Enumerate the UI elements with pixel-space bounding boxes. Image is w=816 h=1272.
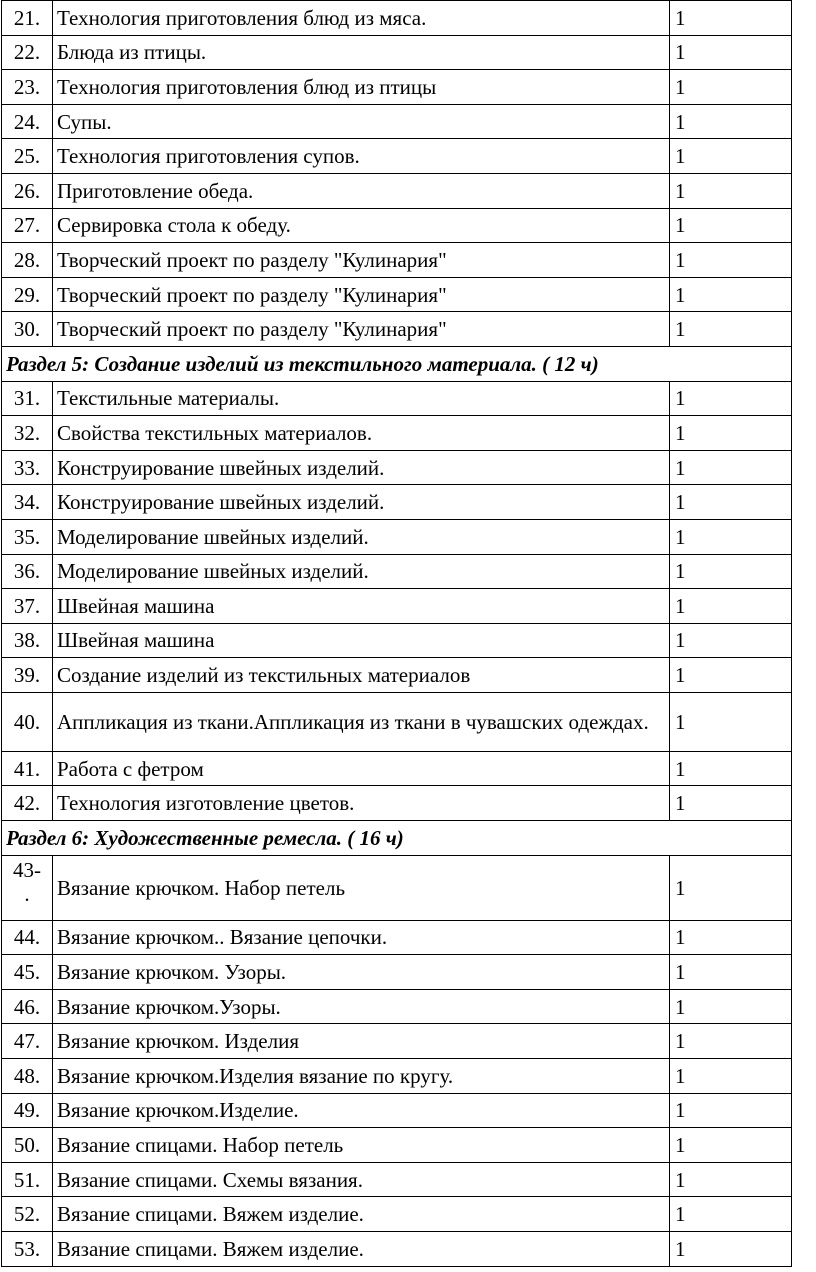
table-row bbox=[2, 416, 792, 451]
lesson-topic: Вязание спицами. Схемы вязания. bbox=[53, 1162, 670, 1197]
table-row bbox=[2, 1162, 792, 1197]
table-row bbox=[2, 1059, 792, 1094]
section-5-heading: Раздел 5: Создание изделий из текстильного материала. ( 12 ч) bbox=[2, 346, 792, 381]
lesson-number: 51. bbox=[2, 1162, 53, 1197]
lesson-hours: 1 bbox=[670, 1232, 792, 1267]
lesson-hours: 1 bbox=[670, 623, 792, 658]
lesson-topic: Вязание крючком.Узоры. bbox=[53, 989, 670, 1024]
table-row bbox=[2, 1128, 792, 1163]
lesson-topic: Вязание крючком.. Вязание цепочки. bbox=[53, 920, 670, 955]
lesson-number: 31. bbox=[2, 381, 53, 416]
lesson-topic: Вязание крючком.Изделие. bbox=[53, 1093, 670, 1128]
table-row bbox=[2, 692, 792, 751]
table-row bbox=[2, 381, 792, 416]
table-row bbox=[2, 485, 792, 520]
lesson-hours: 1 bbox=[670, 589, 792, 624]
lesson-number: 35. bbox=[2, 519, 53, 554]
lesson-number: 52. bbox=[2, 1197, 53, 1232]
lesson-hours: 1 bbox=[670, 751, 792, 786]
table-row bbox=[2, 955, 792, 990]
lesson-hours: 1 bbox=[670, 70, 792, 105]
table-row bbox=[2, 1232, 792, 1267]
lesson-hours: 1 bbox=[670, 416, 792, 451]
lesson-hours: 1 bbox=[670, 855, 792, 920]
lesson-hours: 1 bbox=[670, 35, 792, 70]
lesson-topic: Моделирование швейных изделий. bbox=[53, 519, 670, 554]
lesson-number: 50. bbox=[2, 1128, 53, 1163]
table-row bbox=[2, 35, 792, 70]
lesson-number: 46. bbox=[2, 989, 53, 1024]
lesson-hours: 1 bbox=[670, 277, 792, 312]
lesson-hours: 1 bbox=[670, 173, 792, 208]
lesson-hours: 1 bbox=[670, 208, 792, 243]
lesson-number: 36. bbox=[2, 554, 53, 589]
lesson-hours: 1 bbox=[670, 243, 792, 278]
lesson-hours: 1 bbox=[670, 658, 792, 693]
lesson-hours: 1 bbox=[670, 920, 792, 955]
lesson-hours: 1 bbox=[670, 1197, 792, 1232]
lesson-topic: Швейная машина bbox=[53, 589, 670, 624]
lesson-topic: Супы. bbox=[53, 104, 670, 139]
lesson-hours: 1 bbox=[670, 519, 792, 554]
table-row bbox=[2, 1093, 792, 1128]
table-row bbox=[2, 589, 792, 624]
lesson-number: 44. bbox=[2, 920, 53, 955]
table-row bbox=[2, 104, 792, 139]
table-row bbox=[2, 243, 792, 278]
lesson-number: 53. bbox=[2, 1232, 53, 1267]
lesson-number: 21. bbox=[2, 1, 53, 36]
lesson-number: 47. bbox=[2, 1024, 53, 1059]
lesson-hours: 1 bbox=[670, 381, 792, 416]
lesson-topic: Технология приготовления блюд из птицы bbox=[53, 70, 670, 105]
table-row bbox=[2, 786, 792, 821]
lesson-topic: Швейная машина bbox=[53, 623, 670, 658]
lesson-topic: Моделирование швейных изделий. bbox=[53, 554, 670, 589]
lesson-number bbox=[2, 855, 53, 920]
lesson-topic: Вязание крючком. Изделия bbox=[53, 1024, 670, 1059]
lesson-hours: 1 bbox=[670, 1, 792, 36]
lesson-hours: 1 bbox=[670, 312, 792, 347]
table-row bbox=[2, 623, 792, 658]
lesson-number: 30. bbox=[2, 312, 53, 347]
table-row bbox=[2, 208, 792, 243]
lesson-hours: 1 bbox=[670, 485, 792, 520]
table-row bbox=[2, 1197, 792, 1232]
lesson-topic: Сервировка стола к обеду. bbox=[53, 208, 670, 243]
lesson-topic: Конструирование швейных изделий. bbox=[53, 485, 670, 520]
lesson-number: 40. bbox=[2, 692, 53, 751]
lesson-topic: Приготовление обеда. bbox=[53, 173, 670, 208]
lesson-topic: Технология приготовления супов. bbox=[53, 139, 670, 174]
lesson-plan-table bbox=[1, 0, 792, 1267]
table-row bbox=[2, 277, 792, 312]
lesson-hours: 1 bbox=[670, 692, 792, 751]
lesson-number: 29. bbox=[2, 277, 53, 312]
lesson-plan-table-body bbox=[2, 1, 792, 1267]
table-row bbox=[2, 1, 792, 36]
lesson-number: 48. bbox=[2, 1059, 53, 1094]
table-row bbox=[2, 751, 792, 786]
lesson-number: 23. bbox=[2, 70, 53, 105]
lesson-plan-table-page bbox=[1, 0, 791, 1267]
lesson-topic: Творческий проект по разделу "Кулинария" bbox=[53, 312, 670, 347]
lesson-topic: Работа с фетром bbox=[53, 751, 670, 786]
lesson-number: 28. bbox=[2, 243, 53, 278]
lesson-number-line-1: 43- bbox=[13, 857, 41, 882]
table-row bbox=[2, 1024, 792, 1059]
lesson-topic: Вязание спицами. Набор петель bbox=[53, 1128, 670, 1163]
lesson-number: 32. bbox=[2, 416, 53, 451]
lesson-topic: Вязание крючком. Узоры. bbox=[53, 955, 670, 990]
lesson-topic: Свойства текстильных материалов. bbox=[53, 416, 670, 451]
lesson-topic: Вязание спицами. Вяжем изделие. bbox=[53, 1197, 670, 1232]
lesson-hours: 1 bbox=[670, 989, 792, 1024]
lesson-hours: 1 bbox=[670, 955, 792, 990]
lesson-topic: Текстильные материалы. bbox=[53, 381, 670, 416]
table-row bbox=[2, 519, 792, 554]
table-row bbox=[2, 173, 792, 208]
lesson-topic: Создание изделий из текстильных материалов bbox=[53, 658, 670, 693]
lesson-hours: 1 bbox=[670, 786, 792, 821]
lesson-topic: Вязание спицами. Вяжем изделие. bbox=[53, 1232, 670, 1267]
lesson-number: 33. bbox=[2, 450, 53, 485]
lesson-number-line-2: . bbox=[24, 881, 30, 906]
lesson-topic: Творческий проект по разделу "Кулинария" bbox=[53, 277, 670, 312]
lesson-hours: 1 bbox=[670, 104, 792, 139]
lesson-number: 42. bbox=[2, 786, 53, 821]
lesson-hours: 1 bbox=[670, 1024, 792, 1059]
lesson-number: 34. bbox=[2, 485, 53, 520]
table-row bbox=[2, 450, 792, 485]
section-6-heading: Раздел 6: Художественные ремесла. ( 16 ч) bbox=[2, 821, 792, 856]
lesson-number: 22. bbox=[2, 35, 53, 70]
lesson-topic: Вязание крючком. Набор петель bbox=[53, 855, 670, 920]
lesson-topic: Аппликация из ткани.Аппликация из ткани в чувашских одеждах. bbox=[53, 692, 670, 751]
lesson-topic: Творческий проект по разделу "Кулинария" bbox=[53, 243, 670, 278]
lesson-hours: 1 bbox=[670, 554, 792, 589]
lesson-number: 26. bbox=[2, 173, 53, 208]
table-row bbox=[2, 920, 792, 955]
lesson-number: 49. bbox=[2, 1093, 53, 1128]
lesson-topic: Блюда из птицы. bbox=[53, 35, 670, 70]
table-row bbox=[2, 70, 792, 105]
table-row bbox=[2, 658, 792, 693]
lesson-topic: Технология приготовления блюд из мяса. bbox=[53, 1, 670, 36]
table-row bbox=[2, 989, 792, 1024]
lesson-hours: 1 bbox=[670, 1162, 792, 1197]
lesson-number: 24. bbox=[2, 104, 53, 139]
lesson-number: 41. bbox=[2, 751, 53, 786]
lesson-topic: Технология изготовление цветов. bbox=[53, 786, 670, 821]
table-row bbox=[2, 855, 792, 920]
table-row bbox=[2, 139, 792, 174]
lesson-number: 45. bbox=[2, 955, 53, 990]
lesson-hours: 1 bbox=[670, 1128, 792, 1163]
section-5-row bbox=[2, 346, 792, 381]
lesson-hours: 1 bbox=[670, 450, 792, 485]
lesson-number: 37. bbox=[2, 589, 53, 624]
lesson-hours: 1 bbox=[670, 1059, 792, 1094]
lesson-hours: 1 bbox=[670, 139, 792, 174]
lesson-topic: Вязание крючком.Изделия вязание по кругу. bbox=[53, 1059, 670, 1094]
lesson-number: 27. bbox=[2, 208, 53, 243]
section-6-row bbox=[2, 821, 792, 856]
lesson-number: 25. bbox=[2, 139, 53, 174]
table-row bbox=[2, 554, 792, 589]
table-row bbox=[2, 312, 792, 347]
lesson-hours: 1 bbox=[670, 1093, 792, 1128]
lesson-number: 38. bbox=[2, 623, 53, 658]
lesson-number: 39. bbox=[2, 658, 53, 693]
lesson-topic: Конструирование швейных изделий. bbox=[53, 450, 670, 485]
